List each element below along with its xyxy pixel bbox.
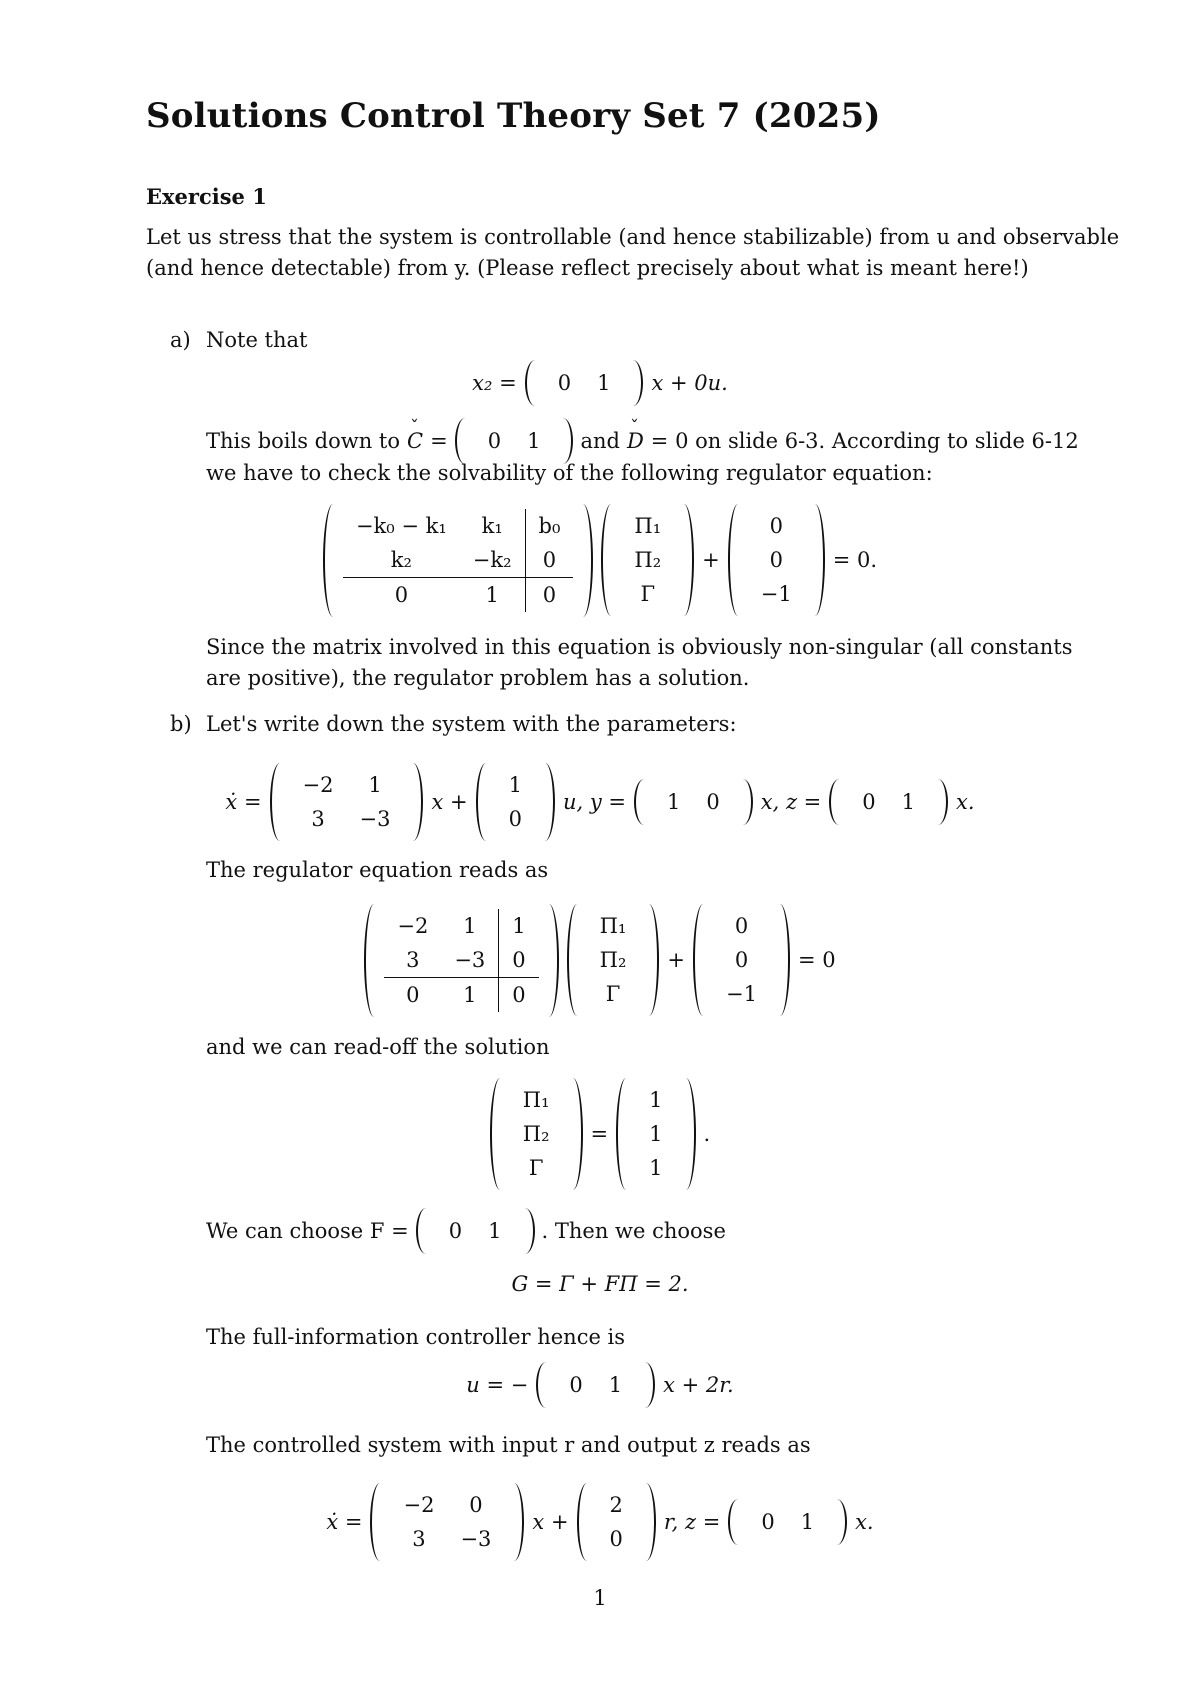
closed-loop-equation: ẋ = −2 0 3 −3 x + 2 0 r, z = 0 1 x. [0,1480,1200,1564]
block-matrix-a: −k₀ − k₁ k₁ b₀ k₂ −k₂ 0 0 1 0 [323,504,593,617]
rhs-vector-b: 0 0 −1 [693,904,790,1016]
part-a-conclusion-2: are positive), the regulator problem has a solution. [206,666,750,690]
vector-Bcl: 2 0 [577,1483,656,1561]
row-vector: 0 1 [525,360,644,406]
row-F: 0 1 [416,1208,535,1254]
matrix-A: −2 1 3 −3 [270,763,424,841]
cl-intro: The controlled system with input r and output z reads as [206,1433,811,1457]
part-a-line-1: This boils down to ˇ C = 0 1 and ˇ D = 0 on slide 6-3. According to slide 6-12 [206,418,1079,464]
system-equation: ẋ = −2 1 3 −3 x + 1 0 u, y = 1 0 x, z = 0 1 x. [0,760,1200,844]
part-a-label: a) [170,328,191,352]
row-C: 1 0 [634,779,753,825]
part-b-intro: Let's write down the system with the parameters: [206,712,737,736]
c-check-symbol: ˇ C [407,426,423,457]
solution-equation: Π₁ Π₂ Γ = 1 1 1 . [0,1074,1200,1194]
vector-B: 1 0 [476,763,555,841]
part-b-label: b) [170,712,192,736]
d-check-symbol: ˇ D [627,426,644,457]
part-a-conclusion-1: Since the matrix involved in this equation is obviously non-singular (all constants [206,635,1073,659]
row-cl-z: 0 1 [728,1499,847,1545]
intro-line-1: Let us stress that the system is controllable (and hence stabilizable) from u and observable [146,225,1120,249]
fi-intro: The full-information controller hence is [206,1325,626,1349]
reg-intro: The regulator equation reads as [206,858,549,882]
pi-vector-b: Π₁ Π₂ Γ [567,904,660,1016]
c-row-vector: 0 1 [455,418,574,464]
row-Cz: 0 1 [829,779,948,825]
readoff-text: and we can read-off the solution [206,1035,550,1059]
controller-equation: u = − 0 1 x + 2r. [0,1362,1200,1408]
regulator-equation-a: −k₀ − k₁ k₁ b₀ k₂ −k₂ 0 0 1 0 Π₁ Π₂ Γ + 0 0 −1 = 0. [0,500,1200,620]
pi-vector-a: Π₁ Π₂ Γ [601,504,694,616]
choose-F-line: We can choose F = 0 1 . Then we choose [206,1208,726,1254]
regulator-equation-b: −2 1 1 3 −3 0 0 1 0 Π₁ Π₂ Γ + 0 0 −1 = 0 [0,900,1200,1020]
solution-rhs-vector: 1 1 1 [616,1078,695,1190]
part-a-line-2: we have to check the solvability of the following regulator equation: [206,461,933,485]
part-a-note: Note that [206,328,308,352]
equation-x2: x₂ = 0 1 x + 0u. [0,360,1200,406]
page-title: Solutions Control Theory Set 7 (2025) [146,96,881,136]
G-equation: G = Γ + FΠ = 2. [511,1272,689,1296]
block-matrix-b: −2 1 1 3 −3 0 0 1 0 [364,904,558,1017]
matrix-Acl: −2 0 3 −3 [370,1483,524,1561]
intro-line-2: (and hence detectable) from y. (Please reflect precisely about what is meant here!) [146,256,1029,280]
exercise-heading: Exercise 1 [146,184,267,209]
row-u: 0 1 [536,1362,655,1408]
page-number: 1 [593,1586,607,1610]
rhs-vector-a: 0 0 −1 [728,504,825,616]
solution-lhs-vector: Π₁ Π₂ Γ [490,1078,583,1190]
